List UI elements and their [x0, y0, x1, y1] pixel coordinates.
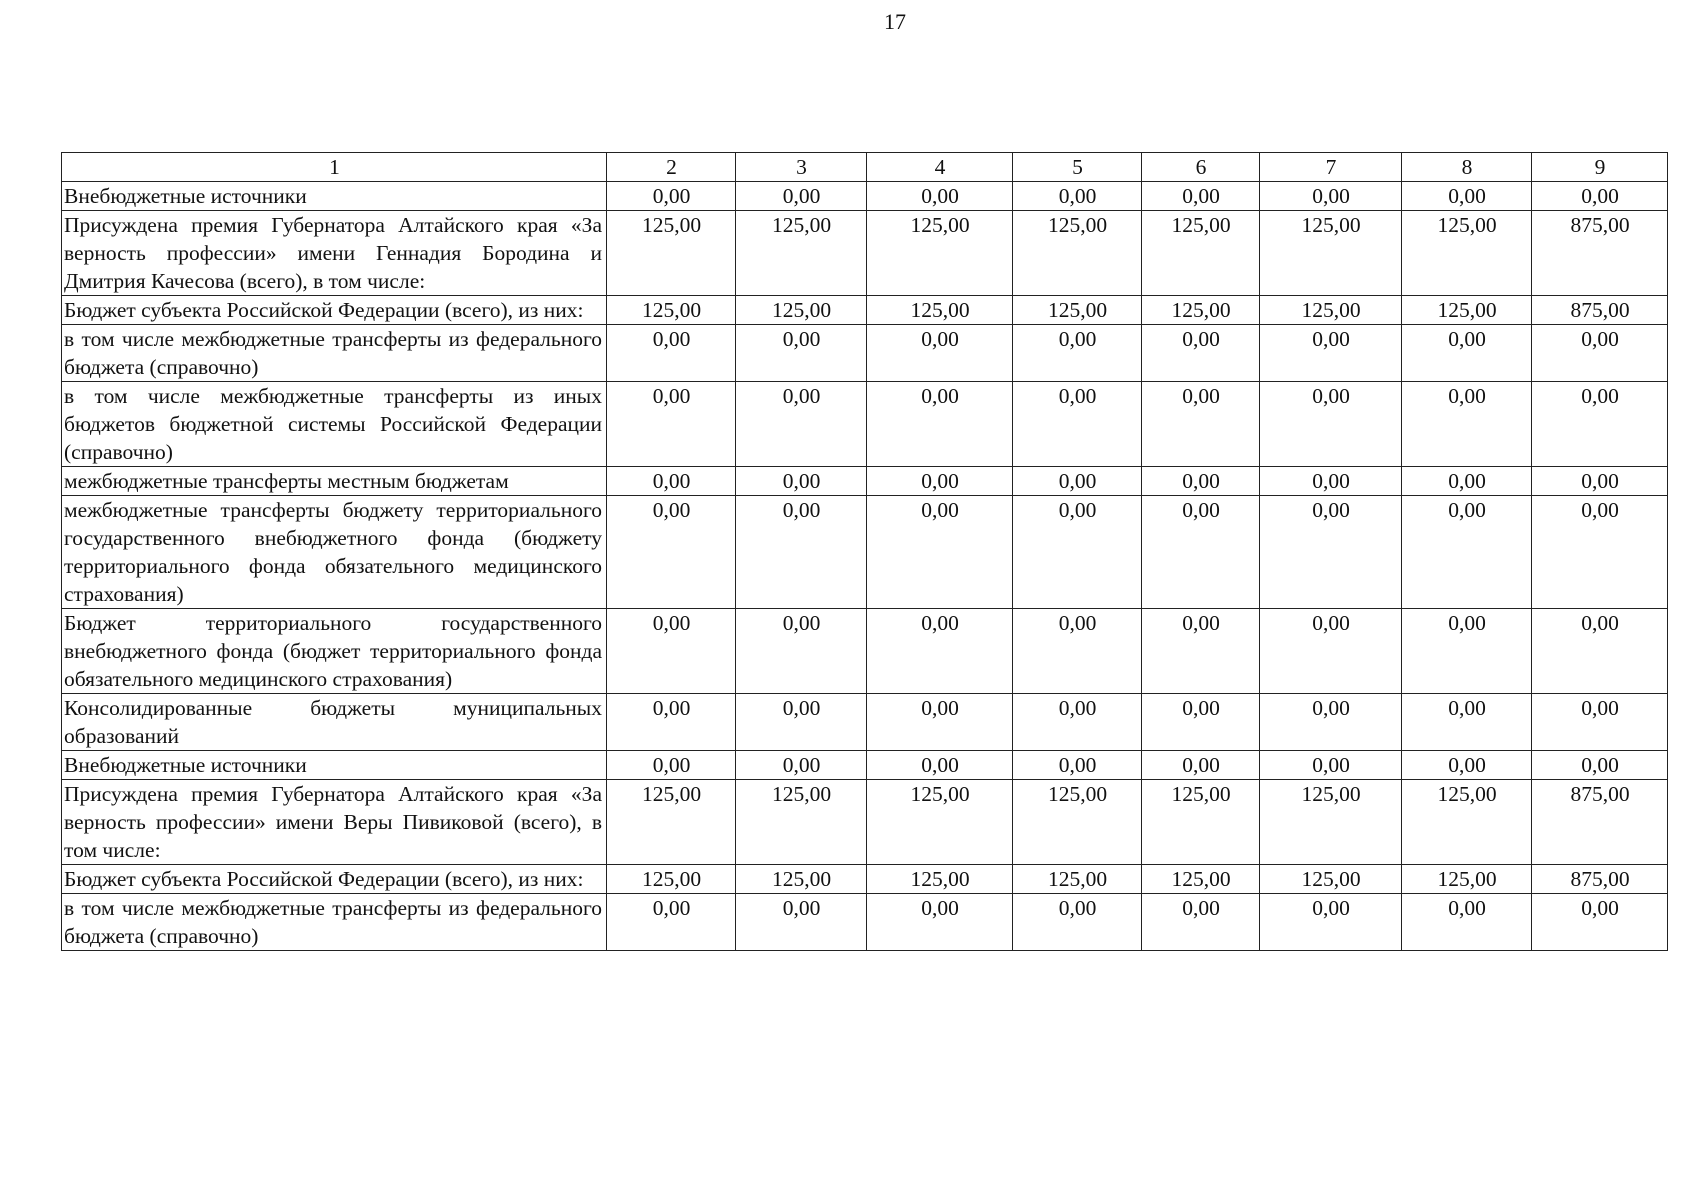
row-label: Бюджет субъекта Российской Федерации (всего), из них:	[62, 865, 607, 894]
cell-value: 125,00	[607, 865, 736, 894]
row-label: межбюджетные трансферты местным бюджетам	[62, 467, 607, 496]
table-row	[62, 751, 1668, 780]
cell-value: 0,00	[867, 382, 1013, 467]
row-label: Бюджет субъекта Российской Федерации (всего), из них:	[62, 296, 607, 325]
cell-value: 125,00	[1402, 296, 1532, 325]
table-row	[62, 694, 1668, 751]
cell-value: 875,00	[1532, 296, 1668, 325]
cell-value: 0,00	[607, 751, 736, 780]
cell-value: 0,00	[736, 496, 867, 609]
cell-value: 0,00	[607, 467, 736, 496]
cell-value: 0,00	[1402, 694, 1532, 751]
cell-value: 0,00	[1142, 751, 1260, 780]
column-header: 4	[867, 153, 1013, 182]
cell-value: 0,00	[1260, 894, 1402, 951]
cell-value: 125,00	[867, 211, 1013, 296]
cell-value: 0,00	[1260, 325, 1402, 382]
column-header: 1	[62, 153, 607, 182]
cell-value: 0,00	[1013, 751, 1142, 780]
cell-value: 125,00	[1260, 211, 1402, 296]
cell-value: 0,00	[736, 894, 867, 951]
cell-value: 125,00	[1142, 296, 1260, 325]
cell-value: 125,00	[1013, 296, 1142, 325]
cell-value: 0,00	[1402, 382, 1532, 467]
cell-value: 0,00	[1532, 325, 1668, 382]
cell-value: 0,00	[1532, 182, 1668, 211]
cell-value: 0,00	[867, 694, 1013, 751]
cell-value: 0,00	[867, 609, 1013, 694]
cell-value: 0,00	[1532, 694, 1668, 751]
row-label: межбюджетные трансферты бюджету территориального государственного внебюджетного фонда (бюджету территориального фонда обязательного медицинского страхования)	[62, 496, 607, 609]
table-row	[62, 865, 1668, 894]
cell-value: 0,00	[1532, 609, 1668, 694]
cell-value: 125,00	[1402, 865, 1532, 894]
table-row	[62, 894, 1668, 951]
column-header: 2	[607, 153, 736, 182]
cell-value: 0,00	[1142, 467, 1260, 496]
cell-value: 0,00	[1260, 496, 1402, 609]
table-row	[62, 467, 1668, 496]
cell-value: 0,00	[607, 382, 736, 467]
cell-value: 0,00	[1013, 694, 1142, 751]
cell-value: 0,00	[867, 182, 1013, 211]
cell-value: 0,00	[1142, 382, 1260, 467]
cell-value: 0,00	[1142, 609, 1260, 694]
table-body	[62, 153, 1668, 951]
cell-value: 875,00	[1532, 211, 1668, 296]
cell-value: 0,00	[736, 182, 867, 211]
cell-value: 0,00	[867, 496, 1013, 609]
cell-value: 125,00	[867, 780, 1013, 865]
cell-value: 0,00	[1402, 609, 1532, 694]
column-header: 8	[1402, 153, 1532, 182]
cell-value: 0,00	[1532, 467, 1668, 496]
cell-value: 0,00	[1402, 894, 1532, 951]
cell-value: 125,00	[1260, 865, 1402, 894]
cell-value: 0,00	[736, 609, 867, 694]
budget-table	[61, 152, 1668, 951]
row-label: в том числе межбюджетные трансферты из иных бюджетов бюджетной системы Российской Федерации (справочно)	[62, 382, 607, 467]
cell-value: 0,00	[1013, 894, 1142, 951]
cell-value: 0,00	[607, 325, 736, 382]
cell-value: 0,00	[736, 467, 867, 496]
row-label: в том числе межбюджетные трансферты из федерального бюджета (справочно)	[62, 894, 607, 951]
cell-value: 125,00	[736, 211, 867, 296]
cell-value: 125,00	[867, 296, 1013, 325]
column-header: 7	[1260, 153, 1402, 182]
row-label: Консолидированные бюджеты муниципальных образований	[62, 694, 607, 751]
cell-value: 0,00	[867, 467, 1013, 496]
cell-value: 0,00	[1260, 382, 1402, 467]
column-header: 6	[1142, 153, 1260, 182]
cell-value: 0,00	[1142, 694, 1260, 751]
cell-value: 125,00	[1142, 780, 1260, 865]
table-row	[62, 211, 1668, 296]
cell-value: 875,00	[1532, 865, 1668, 894]
cell-value: 0,00	[1260, 609, 1402, 694]
cell-value: 0,00	[1260, 694, 1402, 751]
cell-value: 0,00	[1142, 894, 1260, 951]
cell-value: 0,00	[607, 894, 736, 951]
cell-value: 0,00	[1402, 467, 1532, 496]
cell-value: 125,00	[1142, 211, 1260, 296]
cell-value: 125,00	[1402, 780, 1532, 865]
cell-value: 0,00	[1260, 751, 1402, 780]
table-row	[62, 296, 1668, 325]
cell-value: 125,00	[736, 780, 867, 865]
table-row	[62, 382, 1668, 467]
cell-value: 0,00	[867, 894, 1013, 951]
cell-value: 0,00	[736, 325, 867, 382]
cell-value: 0,00	[1013, 496, 1142, 609]
cell-value: 125,00	[736, 865, 867, 894]
cell-value: 0,00	[1402, 182, 1532, 211]
cell-value: 0,00	[607, 694, 736, 751]
cell-value: 125,00	[1013, 780, 1142, 865]
cell-value: 875,00	[1532, 780, 1668, 865]
cell-value: 0,00	[1260, 182, 1402, 211]
cell-value: 125,00	[867, 865, 1013, 894]
cell-value: 0,00	[607, 609, 736, 694]
row-label: Бюджет территориального государственного внебюджетного фонда (бюджет территориального фонда обязательного медицинского страхования)	[62, 609, 607, 694]
cell-value: 0,00	[736, 382, 867, 467]
row-label: Присуждена премия Губернатора Алтайского края «За верность профессии» имени Геннадия Бородина и Дмитрия Качесова (всего), в том числе:	[62, 211, 607, 296]
row-label: в том числе межбюджетные трансферты из федерального бюджета (справочно)	[62, 325, 607, 382]
cell-value: 0,00	[1532, 382, 1668, 467]
cell-value: 0,00	[867, 325, 1013, 382]
cell-value: 0,00	[1013, 467, 1142, 496]
cell-value: 125,00	[607, 296, 736, 325]
cell-value: 0,00	[1260, 467, 1402, 496]
cell-value: 0,00	[736, 751, 867, 780]
cell-value: 0,00	[1013, 325, 1142, 382]
cell-value: 0,00	[1402, 496, 1532, 609]
cell-value: 0,00	[1013, 182, 1142, 211]
cell-value: 125,00	[1013, 865, 1142, 894]
row-label: Внебюджетные источники	[62, 751, 607, 780]
cell-value: 0,00	[1142, 496, 1260, 609]
row-label: Внебюджетные источники	[62, 182, 607, 211]
table-row	[62, 325, 1668, 382]
column-header: 5	[1013, 153, 1142, 182]
column-header: 9	[1532, 153, 1668, 182]
cell-value: 0,00	[607, 182, 736, 211]
cell-value: 125,00	[1013, 211, 1142, 296]
cell-value: 0,00	[736, 694, 867, 751]
cell-value: 125,00	[607, 780, 736, 865]
row-label: Присуждена премия Губернатора Алтайского края «За верность профессии» имени Веры Пивиковой (всего), в том числе:	[62, 780, 607, 865]
cell-value: 0,00	[1013, 609, 1142, 694]
cell-value: 125,00	[1402, 211, 1532, 296]
cell-value: 125,00	[607, 211, 736, 296]
cell-value: 0,00	[867, 751, 1013, 780]
cell-value: 0,00	[1402, 751, 1532, 780]
column-header: 3	[736, 153, 867, 182]
page-number: 17	[884, 9, 906, 34]
table-row	[62, 182, 1668, 211]
table-row	[62, 780, 1668, 865]
cell-value: 125,00	[1142, 865, 1260, 894]
cell-value: 0,00	[1402, 325, 1532, 382]
cell-value: 0,00	[1013, 382, 1142, 467]
cell-value: 0,00	[1532, 894, 1668, 951]
cell-value: 125,00	[1260, 296, 1402, 325]
header-row	[62, 153, 1668, 182]
cell-value: 125,00	[1260, 780, 1402, 865]
cell-value: 0,00	[607, 496, 736, 609]
table-row	[62, 496, 1668, 609]
table-row	[62, 609, 1668, 694]
cell-value: 0,00	[1142, 325, 1260, 382]
cell-value: 0,00	[1532, 496, 1668, 609]
cell-value: 0,00	[1142, 182, 1260, 211]
cell-value: 125,00	[736, 296, 867, 325]
cell-value: 0,00	[1532, 751, 1668, 780]
